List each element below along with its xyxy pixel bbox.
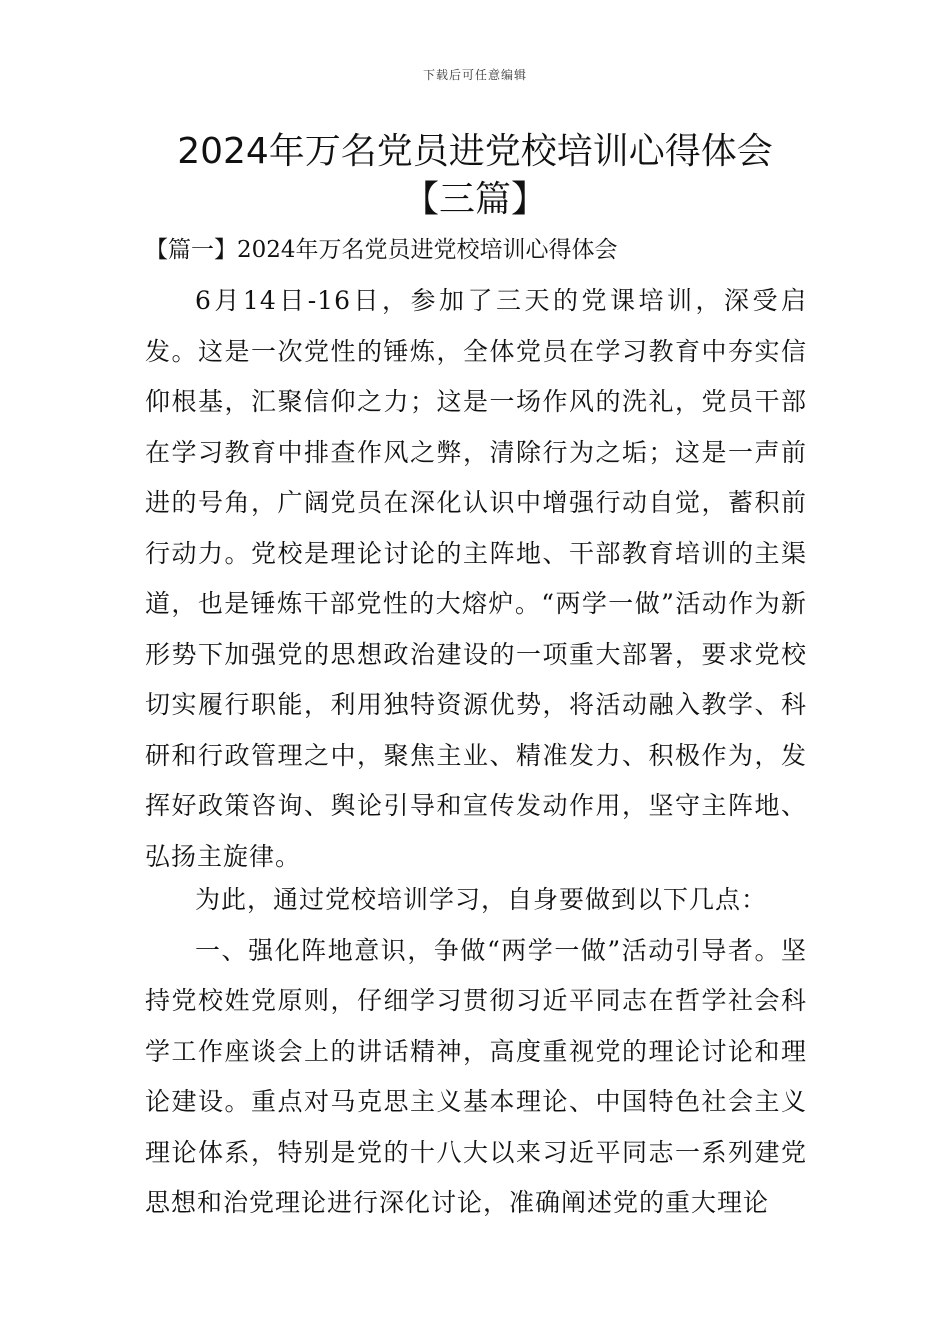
body-paragraph: 为此，通过党校培训学习，自身要做到以下几点： (195, 885, 768, 914)
body-paragraph-block-2 (145, 875, 807, 1229)
document-title: 2024年万名党员进党校培训心得体会【三篇】 (177, 131, 773, 220)
body-paragraph: 6月14日-16日，参加了三天的党课培训，深受启发。这是一次党性的锤炼，全体党员在学习教育中夯实信仰根基，汇聚信仰之力；这是一场作风的洗礼，党员干部在学习教育中排查作风之弊，清除行为之垢；这是一声前进的号角，广阔党员在深化认识中增强行动自觉，蓄积前行动力。党校是理论讨论的主阵地、干部教育培训的主渠道，也是锤炼干部党性的大熔炉。“两学一做”活动作为新形势下加强党的思想政治建设的一项重大部署，要求党校切实履行职能，利用独特资源优势，将活动融入教学、科研和行政管理之中，聚焦主业、精准发力、积极作为，发挥好政策咨询、舆论引导和宣传发动作用，坚守主阵地、弘扬主旋律。 (145, 286, 807, 871)
header-note: 下载后可任意编辑 (422, 68, 527, 82)
section-heading: 【篇一】2024年万名党员进党校培训心得体会 (145, 237, 618, 263)
body-paragraph: 一、强化阵地意识，争做“两学一做”活动引导者。坚持党校姓党原则，仔细学习贯彻习近平同志在哲学社会科学工作座谈会上的讲话精神，高度重视党的理论讨论和理论建设。重点对马克思主义基本理论、中国特色社会主义理论体系，特别是党的十八大以来习近平同志一系列建党思想和治党理论进行深化讨论，准确阐述党的重大理论 (145, 935, 807, 1217)
body-paragraph-block-1 (145, 276, 807, 882)
